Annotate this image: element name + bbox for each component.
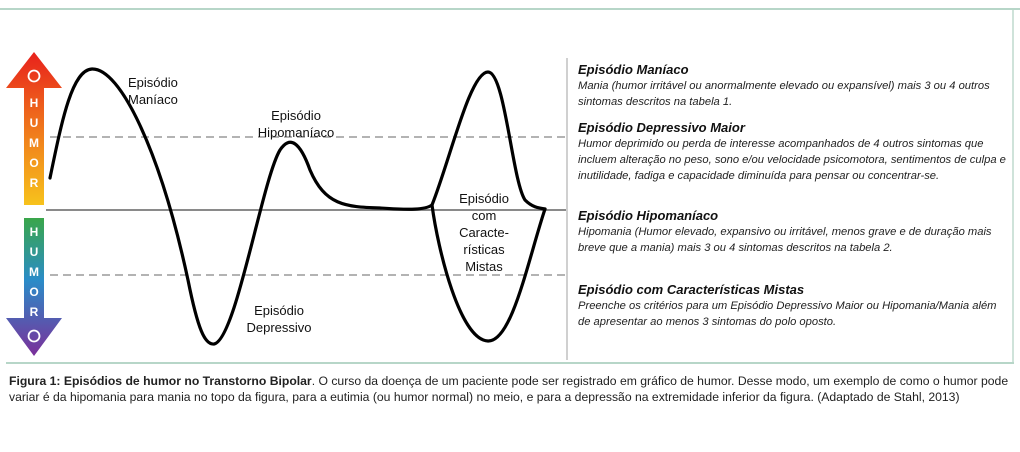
legend-hypomaniac-title: Episódio Hipomaníaco xyxy=(578,208,719,223)
caption-bold: Figura 1: Episódios de humor no Transtorno Bipolar xyxy=(9,374,312,388)
label-mixed-line-4: rísticas xyxy=(463,242,505,257)
legend-maniac-text: Mania (humor irritável ou anormalmente elevado ou expansível) mais 3 ou 4 outros sintomas descritos na tabela 1. xyxy=(578,80,990,108)
figure-caption xyxy=(9,373,1009,405)
legend-depressive-title: Episódio Depressivo Maior xyxy=(578,120,745,135)
label-maniac-episode xyxy=(128,74,178,108)
label-hypomaniac-line-2: Hipomaníaco xyxy=(257,125,335,140)
label-maniac-line-2: Maníaco xyxy=(128,92,178,107)
legend-hypomaniac-text: Hipomania (Humor elevado, expansivo ou irritável, menos grave e de duração mais breve que a mania) mais 3 ou 4 sintomas descritos na tabela 2. xyxy=(578,226,992,254)
label-hypomaniac-episode xyxy=(248,107,344,141)
down-letter-4: O xyxy=(29,285,39,299)
bottom-border xyxy=(6,362,1014,364)
label-maniac-line-1: Episódio xyxy=(128,75,178,90)
up-letter-3: M xyxy=(29,136,39,150)
label-mixed-line-2: com xyxy=(471,208,497,223)
up-letter-4: O xyxy=(29,156,39,170)
legend-maniac xyxy=(578,62,1006,110)
label-mixed-episode xyxy=(444,190,524,275)
up-letter-1: H xyxy=(29,96,39,110)
caption-text: . O curso da doença de um paciente pode ser registrado em gráfico de humor. Desse modo, um exemplo de como o humor pode variar é da hipomania para mania no topo da figura, para a eutimia (ou humor normal) no meio, e para a depressão na extremidade inferior da figura. (Adaptado de Stahl, 2013) xyxy=(9,374,1009,404)
label-mixed-line-1: Episódio xyxy=(459,191,509,206)
label-hypomaniac-line-1: Episódio xyxy=(271,108,321,123)
legend-hypomaniac xyxy=(578,208,1006,256)
label-depressive-line-1: Episódio xyxy=(254,303,304,318)
label-mixed-line-5: Mistas xyxy=(465,259,503,274)
legend-depressive-text: Humor deprimido ou perda de interesse acompanhados de 4 outros sintomas que incluem alteração no peso, sono e/ou velocidade psicomotora, sentimentos de culpa e inutilidade, fadiga e capacidade diminuída para pensar ou concentrar-se. xyxy=(578,138,1006,182)
label-depressive-line-2: Depressivo xyxy=(246,320,312,335)
legend-mixed-title: Episódio com Características Mistas xyxy=(578,282,805,297)
down-letter-3: M xyxy=(29,265,39,279)
label-mixed-line-3: Caracte- xyxy=(459,225,509,240)
legend-mixed xyxy=(578,282,1006,330)
up-letter-5: R xyxy=(29,176,39,190)
legend-depressive xyxy=(578,120,1006,184)
label-depressive-episode xyxy=(236,302,322,336)
legend-mixed-text: Preenche os critérios para um Episódio Depressivo Maior ou Hipomania/Mania além de apresentar ao menos 3 sintomas do polo oposto. xyxy=(578,300,997,328)
up-letter-2: U xyxy=(29,116,39,130)
down-letter-1: H xyxy=(29,225,39,239)
down-letter-2: U xyxy=(29,245,39,259)
legend-maniac-title: Episódio Maníaco xyxy=(578,62,689,77)
down-letter-5: R xyxy=(29,305,39,319)
